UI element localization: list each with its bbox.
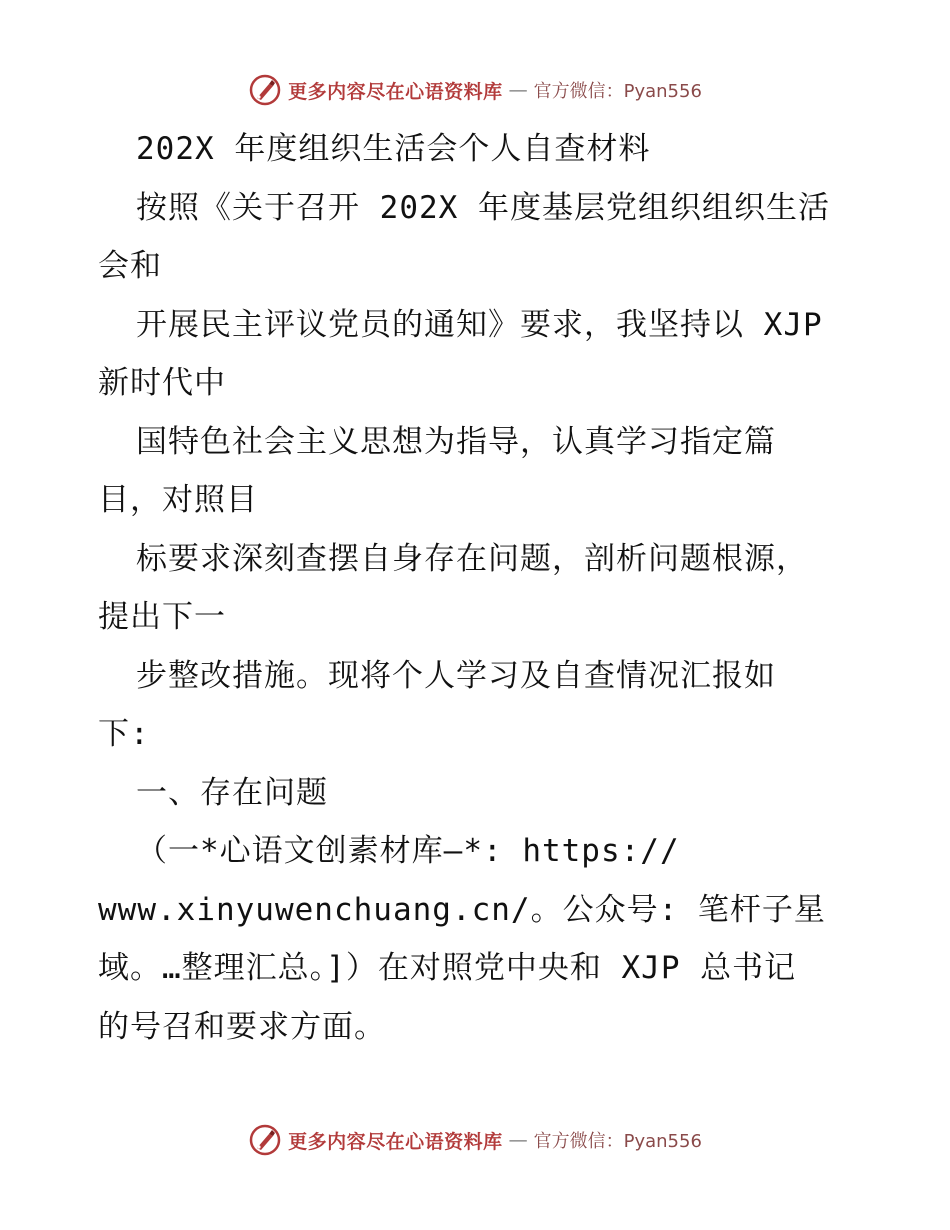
paragraph-line: 目，对照目 — [98, 482, 258, 518]
paragraph-line: 下: — [98, 716, 150, 752]
paragraph-line: 按照《关于召开 202X 年度基层党组织组织生活 — [136, 189, 830, 226]
document-body — [98, 120, 858, 1056]
paragraph-line: （一*心语文创素材库—*: https:// — [136, 833, 680, 869]
banner-main-text: 更多内容尽在心语资料库 — [288, 80, 503, 103]
pen-logo-icon — [248, 1123, 282, 1157]
header-watermark-banner — [0, 70, 950, 110]
section-heading: 一、存在问题 — [136, 774, 328, 811]
banner-main-text: 更多内容尽在心语资料库 — [288, 1130, 503, 1153]
footer-watermark-banner — [0, 1120, 950, 1160]
banner-separator: — — [508, 1129, 528, 1151]
paragraph-line: 会和 — [98, 248, 162, 284]
paragraph-line: 标要求深刻查摆自身存在问题，剖析问题根源， — [136, 540, 808, 577]
banner-separator: — — [508, 79, 528, 101]
paragraph-line: www.xinyuwenchuang.cn/。公众号: 笔杆子星 — [98, 891, 826, 928]
paragraph-line: 的号召和要求方面。 — [98, 1008, 386, 1045]
paragraph-line: 新时代中 — [98, 365, 226, 401]
paragraph-line: 开展民主评议党员的通知》要求，我坚持以 XJP — [136, 306, 823, 343]
paragraph-line: 国特色社会主义思想为指导，认真学习指定篇 — [136, 423, 776, 460]
banner-wechat-text: 官方微信：Pyan556 — [533, 1131, 702, 1152]
paragraph-line: 提出下一 — [98, 599, 226, 635]
document-title: 202X 年度组织生活会个人自查材料 — [136, 131, 651, 167]
paragraph-line: 步整改措施。现将个人学习及自查情况汇报如 — [136, 657, 776, 694]
paragraph-line: 域。…整理汇总。]）在对照党中央和 XJP 总书记 — [98, 950, 797, 986]
banner-wechat-text: 官方微信：Pyan556 — [533, 81, 702, 102]
pen-logo-icon — [248, 73, 282, 107]
